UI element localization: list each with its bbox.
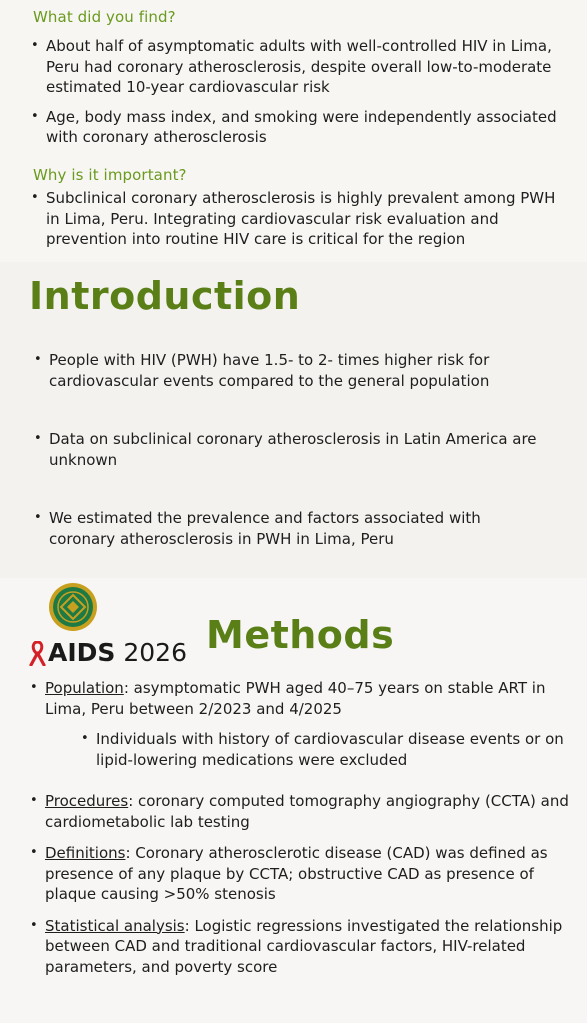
introduction-title: Introduction [29, 274, 301, 318]
list-item: • Subclinical coronary atherosclerosis is highly prevalent among PWH in Lima, Peru. Integrating cardiovascular risk evaluation and prevention into routine HIV care is critical for the region [46, 188, 571, 250]
importance-list [46, 188, 571, 250]
list-item: • We estimated the prevalence and factors associated with coronary atherosclerosis in PWH in Lima, Peru [49, 508, 549, 549]
method-statistics [45, 916, 575, 978]
findings-heading: What did you find? [33, 8, 176, 26]
aids-logo-text [48, 638, 187, 667]
methods-list-2 [45, 791, 575, 977]
findings-list [46, 36, 571, 148]
methods-list [45, 678, 575, 719]
method-text: : coronary computed tomography angiography (CCTA) and cardiometabolic lab testing [45, 792, 569, 831]
method-label: Procedures [45, 792, 129, 810]
list-item: • Data on subclinical coronary atherosclerosis in Latin America are unknown [49, 429, 549, 470]
aids-year: 2026 [123, 638, 187, 667]
introduction-list [49, 350, 549, 549]
importance-heading: Why is it important? [33, 166, 187, 184]
method-definitions [45, 843, 575, 905]
method-text: : Logistic regressions investigated the relationship between CAD and traditional cardiovascular factors, HIV-related parameters, and poverty score [45, 916, 563, 976]
method-text: : Coronary atherosclerotic disease (CAD) was defined as presence of any plaque by CCTA; obstructive CAD as presence of plaque causing >50% stenosis [45, 844, 548, 903]
method-exclusion: • Individuals with history of cardiovascular disease events or on lipid-lowering medications were excluded [96, 729, 574, 770]
method-procedures [45, 791, 575, 832]
red-ribbon-icon [29, 641, 46, 666]
method-label: Population [45, 679, 124, 697]
list-item: • About half of asymptomatic adults with well-controlled HIV in Lima, Peru had coronary atherosclerosis, despite overall low-to-moderate estimated 10-year cardiovascular risk [46, 36, 571, 98]
method-label: Statistical analysis [45, 916, 185, 935]
list-item: • People with HIV (PWH) have 1.5- to 2- times higher risk for cardiovascular events compared to the general population [49, 350, 549, 391]
aids-brand: AIDS [48, 638, 116, 667]
methods-sublist [96, 729, 574, 770]
method-population [45, 678, 575, 719]
method-label: Definitions [45, 844, 126, 862]
list-item: • Age, body mass index, and smoking were independently associated with coronary atherosclerosis [46, 107, 571, 148]
conference-badge-icon [48, 582, 98, 632]
methods-title: Methods [206, 613, 395, 657]
method-text: : asymptomatic PWH aged 40–75 years on stable ART in Lima, Peru between 2/2023 and 4/2025 [45, 679, 546, 718]
